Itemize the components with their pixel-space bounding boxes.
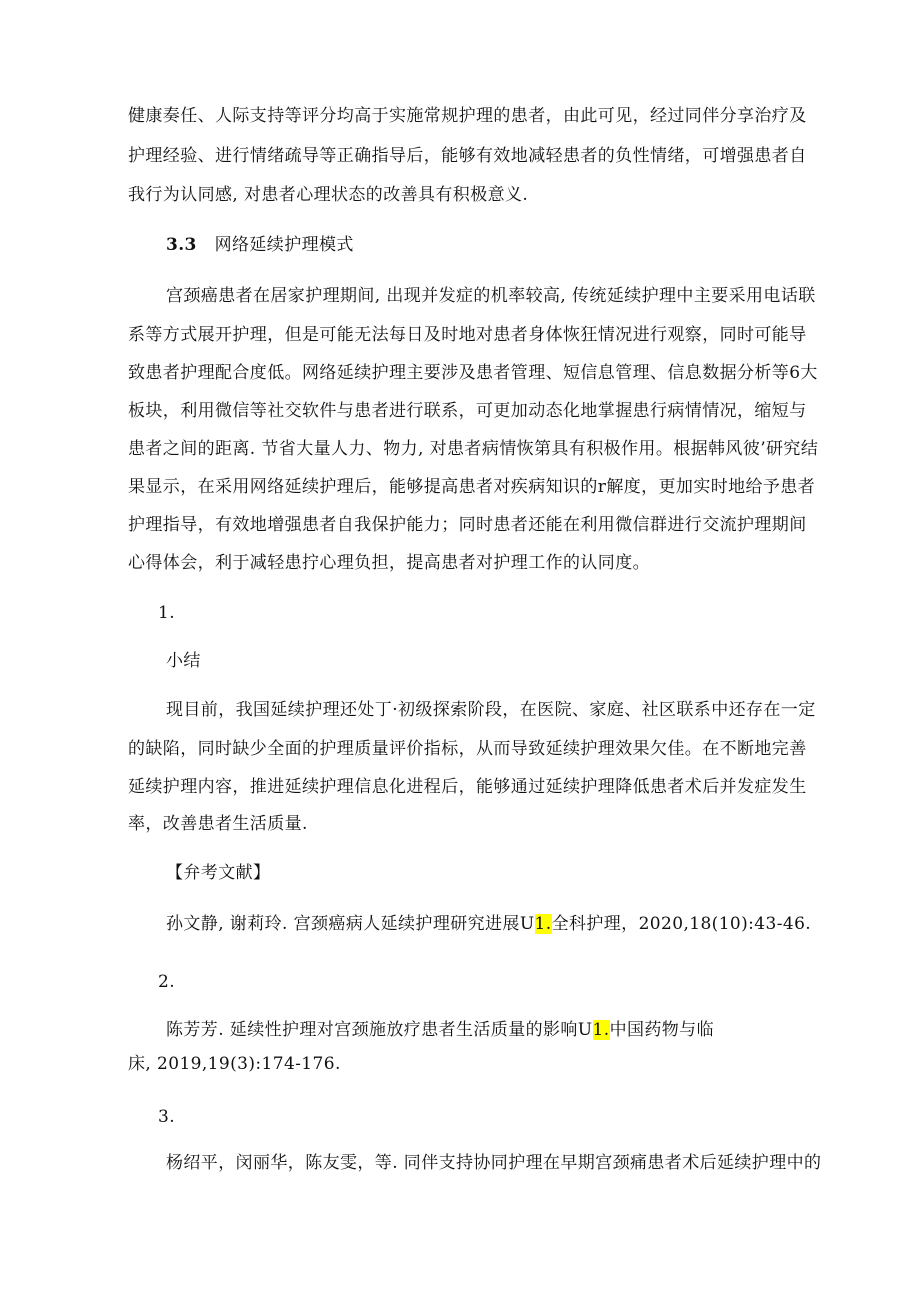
paragraph-line: 板块，利用微信等社交软件与患者进行联系，可更加动态化地掌握患行病情情况，缩短与 (128, 401, 807, 421)
summary-heading: 小结 (166, 651, 201, 671)
reference-item (166, 912, 811, 936)
paragraph-line: 我行为认同感, 对患者心理状态的改善具有积极意义. (128, 185, 529, 205)
reference-text: 全科护理，2020,18(10):43-46. (551, 914, 812, 934)
paragraph-line: 现目前，我国延续护理还处丁·初级探索阶段，在医院、家庭、社区联系中还存在一定 (166, 700, 816, 720)
list-number: 2. (158, 972, 176, 992)
paragraph-line: 的缺陷，同时缺少全面的护理质量评价指标，从而导致延续护理效果欠佳。在不断地完善 (128, 739, 807, 759)
paragraph-line: 系等方式展开护理，但是可能无法每日及时地对患者身体恢狂情况进行观察，同时可能导 (128, 325, 807, 345)
reference-text: 孙文静, 谢莉玲. 宫颈癌病人延续护理研究进展U (166, 914, 535, 934)
paragraph-line: 果显示，在采用网络延续护理后，能够提高患者对疾病知识的r解度，更加实时地给予患者 (128, 477, 816, 497)
highlighted-text: 1. (592, 1020, 610, 1040)
paragraph-line: 护理指导，有效地增强患者自我保护能力；同时患者还能在利用微信群进行交流护理期间 (128, 515, 807, 535)
highlighted-text: 1. (534, 914, 552, 934)
paragraph-line: 患者之间的距离. 节省大量人力、物力, 对患者病情恢第具有积极作用。根据韩风彼’研究结 (128, 439, 819, 459)
reference-item: 杨绍平，闵丽华，陈友雯，等. 同伴支持协同护理在早期宫颈痛患者术后延续护理中的 (166, 1153, 822, 1173)
section-heading (166, 233, 354, 257)
list-number: 1. (158, 603, 176, 623)
paragraph-line: 致患者护理配合度低。网络延续护理主要涉及患者管理、短信息管理、信息数据分析等6大 (128, 363, 818, 383)
reference-continuation: 床, 2019,19(3):174-176. (128, 1054, 341, 1074)
references-heading: 【弁考文献】 (166, 863, 271, 883)
paragraph-line: 宫颈癌患者在居家护理期间, 出现并发症的机率较高, 传统延续护理中主要采用电话联 (166, 286, 816, 306)
section-title: 网络延续护理模式 (214, 235, 354, 255)
list-number: 3. (158, 1107, 176, 1127)
paragraph-line: 健康奏任、人际支持等评分均高于实施常规护理的患者，由此可见，经过同伴分享治疗及 (128, 106, 807, 126)
reference-text: 中国药物与临 (609, 1020, 714, 1040)
section-number: 3.3 (166, 235, 197, 255)
reference-text: 陈芳芳. 延续性护理对宫颈施放疗患者生活质量的影响U (166, 1020, 593, 1040)
reference-item (166, 1018, 714, 1042)
paragraph-line: 率，改善患者生活质量. (128, 814, 308, 834)
paragraph-line: 护理经验、进行情绪疏导等正确指导后，能够有效地减轻患者的负性情绪，可增强患者自 (128, 146, 807, 166)
paragraph-line: 延续护理内容，推进延续护理信息化进程后，能够通过延续护理降低患者术后并发症发生 (128, 777, 807, 797)
paragraph-line: 心得体会，利于减轻患拧心理负担，提高患者对护理工作的认同度。 (128, 553, 650, 573)
